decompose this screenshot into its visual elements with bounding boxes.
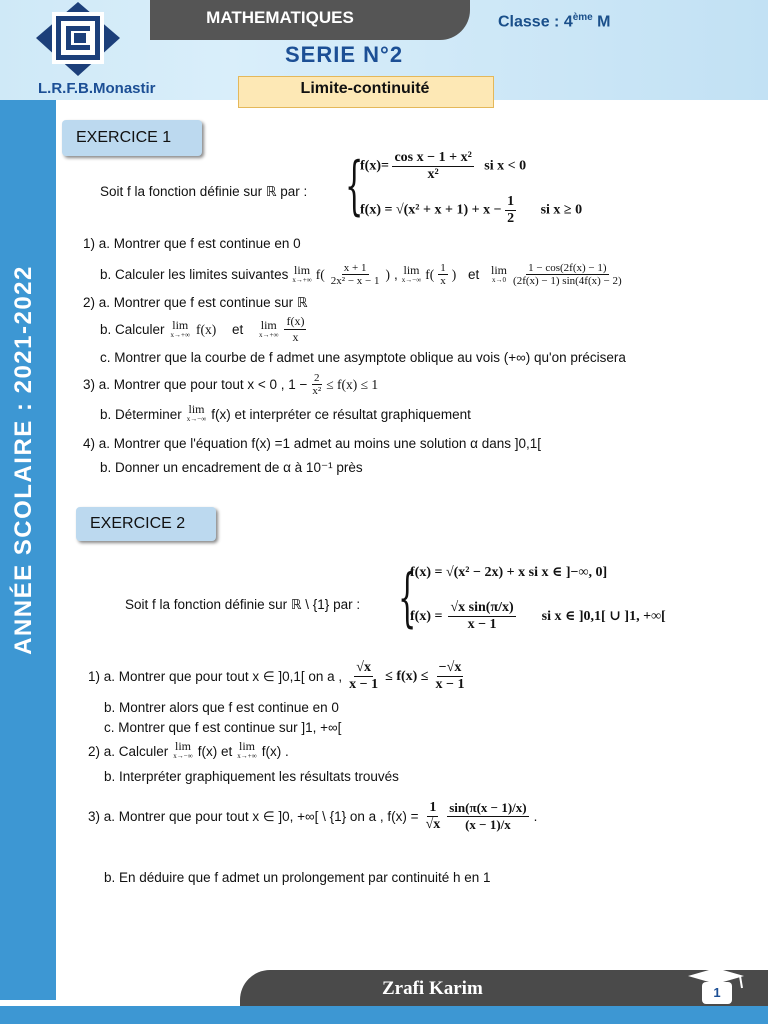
school-name: L.R.F.B.Monastir xyxy=(38,80,156,97)
school-year: ANNÉE SCOLAIRE : 2021-2022 xyxy=(10,265,37,655)
ex2-q3a: 3) a. Montrer que pour tout x ∈ ]0, +∞[ \ {1} on a , f(x) = $\frac{1}{√x}$ $\frac{\sin(\pi(x - 1)/x)}{(x - 1)/x}$ . xyxy=(88,800,538,832)
ex1-q2c: c. Montrer que la courbe de f admet une asymptote oblique au vois (+∞) qu'on précisera xyxy=(100,350,626,365)
exercise-1-title: EXERCICE 1 xyxy=(62,120,202,156)
page-number: 1 xyxy=(713,985,721,1000)
chapter-title: Limite-continuité xyxy=(300,80,430,97)
ex1-q1a: 1) a. Montrer que f est continue en 0 xyxy=(83,236,301,251)
ex1-q3a: 3) a. Montrer que pour tout x < 0 , 1 − $\frac{2}{\text{x²}}$ ≤ f(x) ≤ 1 xyxy=(83,372,379,397)
ex2-intro: Soit f la fonction définie sur ℝ \ {1} par : xyxy=(125,597,361,612)
ex2-q1a: 1) a. Montrer que pour tout x ∈ ]0,1[ on a , $\frac{√x}{x - 1}$ ≤ f(x) ≤ $\frac{-√x}{x - 1}$ xyxy=(88,660,465,692)
ex1-q1b: b. Calculer les limites suivantes lim x→+∞ f( $\frac{x + 1}{\text{2x² − x − 1}}$ ) , lim x→−∞ f( $\frac{1}{x}$ ) et lim x→0 $\frac{1 - \cos(2f(x) - 1)}{(2f(x) - 1) \sin(4f(x) - 2)}$ xyxy=(100,262,622,287)
ex1-q3b: b. Déterminer lim x→−∞ f(x) et interpréter ce résultat graphiquement xyxy=(100,402,471,423)
ex1-q4b: b. Donner un encadrement de α à 10⁻¹ près xyxy=(100,460,363,475)
ex2-q2b: b. Interpréter graphiquement les résultats trouvés xyxy=(104,769,399,784)
footer-bar xyxy=(0,1006,768,1024)
ex2-q1c: c. Montrer que f est continue sur ]1, +∞[ xyxy=(104,720,342,735)
school-logo-icon xyxy=(34,0,122,78)
ex2-brace: { xyxy=(398,561,417,635)
ex2-def2: f(x) = $\frac{\text{√x sin(π/x)}}{x - 1}$ si x ∈ ]0,1[ ∪ ]1, +∞[ xyxy=(410,600,666,632)
ex1-brace: { xyxy=(345,149,364,223)
ex1-q4a: 4) a. Montrer que l'équation f(x) =1 admet au moins une solution α dans ]0,1[ xyxy=(83,436,542,451)
class-label: Classe : 4ème M xyxy=(498,12,611,31)
ex1-q2a: 2) a. Montrer que f est continue sur ℝ xyxy=(83,295,308,310)
ex2-q2a: 2) a. Calculer lim x→−∞ f(x) et lim x→+∞ f(x) . xyxy=(88,739,289,760)
ex1-def2: f(x) = √(x² + x + 1) + x − $\frac{1}{2}$ si x ≥ 0 xyxy=(360,194,583,226)
exercise-2-title: EXERCICE 2 xyxy=(76,507,216,541)
ex1-intro: Soit f la fonction définie sur ℝ par : xyxy=(100,184,308,199)
author-name: Zrafi Karim xyxy=(382,978,483,999)
ex2-q3b: b. En déduire que f admet un prolongement par continuité h en 1 xyxy=(104,870,491,885)
ex2-def1: f(x) = √(x² − 2x) + x si x ∈ ]−∞, 0] xyxy=(410,565,608,580)
subject-title: MATHEMATIQUES xyxy=(206,8,354,27)
series-title: SERIE N°2 xyxy=(285,42,404,67)
ex1-def1: f(x)= $\frac{\text{cos x − 1 + x²}}{\text{x²}}$ si x < 0 xyxy=(360,150,527,182)
ex2-q1b: b. Montrer alors que f est continue en 0 xyxy=(104,700,339,715)
ex1-q2b: b. Calculer lim x→+∞ f(x) et lim x→+∞ $\frac{f(x)}{x}$ xyxy=(100,314,305,344)
